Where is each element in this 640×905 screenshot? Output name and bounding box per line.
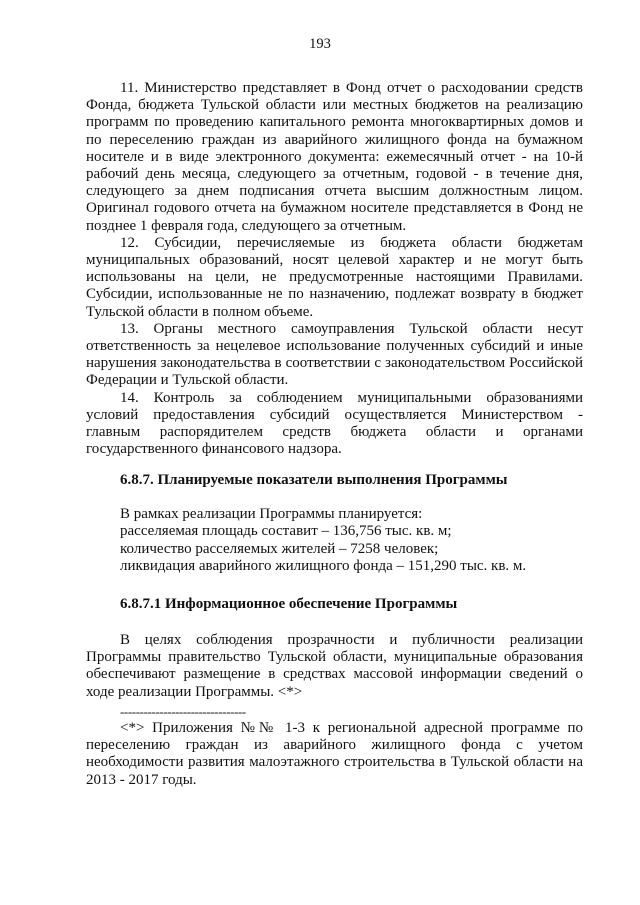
paragraph-12: 12. Субсидии, перечисляемые из бюджета области бюджетам муниципальных образований, носят целевой характер и не могут быть использованы на цели, не предусмотренные настоящими Правилами. Субсидии, использованные не по назначению, подлежат возврату в бюджет Тульской области в полном объеме. bbox=[86, 234, 583, 320]
section-heading-indicators: 6.8.7. Планируемые показатели выполнения Программы bbox=[120, 472, 508, 488]
footnote-divider: -------------------------------- bbox=[120, 704, 246, 719]
section-heading-information: 6.8.7.1 Информационное обеспечение Программы bbox=[120, 596, 458, 612]
information-paragraph: В целях соблюдения прозрачности и публичности реализации Программы правительство Тульской области, муниципальные образования обеспечивают размещение в средствах массовой информации сведений о ходе реализации Программы. <*> bbox=[86, 632, 583, 700]
indicator-item: количество расселяемых жителей – 7258 человек; bbox=[120, 540, 439, 557]
paragraph-11: 11. Министерство представляет в Фонд отчет о расходовании средств Фонда, бюджета Тульской области или местных бюджетов на реализацию программ по проведению капитального ремонта многоквартирных домов и по переселению граждан из аварийного жилищного фонда на бумажном носителе и в виде электронного документа: ежемесячный отчет - на 10-й рабочий день месяца, следующего за отчетным, годовой - в течение дня, следующего за днем подписания отчета высшим должностным лицом. Оригинал годового отчета на бумажном носителе представляется в Фонд не позднее 1 февраля года, следующего за отчетным. bbox=[86, 80, 583, 234]
paragraph-14: 14. Контроль за соблюдением муниципальными образованиями условий предоставления субсидий осуществляется Министерством - главным распорядителем средств бюджета области и органами государственного финансового надзора. bbox=[86, 389, 583, 458]
footnote-text: <*> Приложения №№ 1-3 к региональной адресной программе по переселению граждан из аварийного жилищного фонда с учетом необходимости развития малоэтажного строительства в Тульской области на 2013 - 2017 годы. bbox=[86, 720, 583, 788]
rules-paragraphs bbox=[86, 80, 583, 458]
paragraph-13: 13. Органы местного самоуправления Тульской области несут ответственность за нецелевое использование полученных субсидий и иные нарушения законодательства в соответствии с законодательством Российской Федерации и Тульской области. bbox=[86, 320, 583, 389]
page-number: 193 bbox=[309, 36, 331, 52]
indicators-intro: В рамках реализации Программы планируется: bbox=[120, 506, 423, 522]
indicator-item: ликвидация аварийного жилищного фонда – 151,290 тыс. кв. м. bbox=[120, 558, 527, 575]
footnote-block bbox=[86, 720, 583, 789]
indicators-list bbox=[120, 506, 526, 576]
information-paragraph-block bbox=[86, 632, 583, 701]
indicator-item: расселяемая площадь составит – 136,756 тыс. кв. м; bbox=[120, 523, 452, 540]
